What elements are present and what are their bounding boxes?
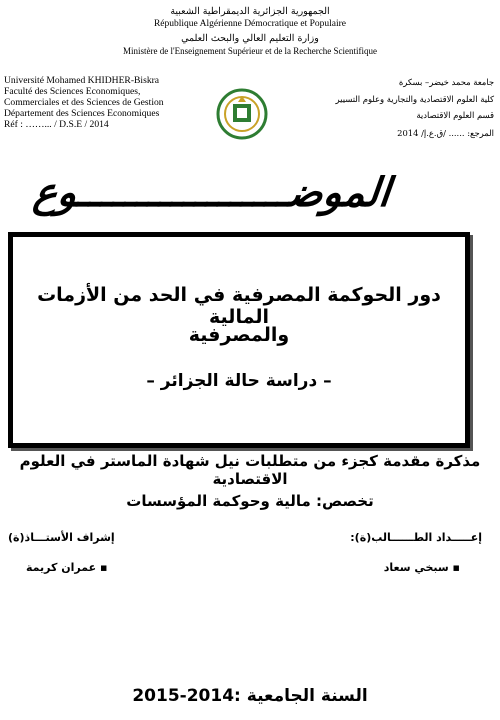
title-line-1: دور الحوكمة المصرفية في الحد من الأزمات المالية (37, 284, 441, 328)
title-line-2: والمصرفية (188, 324, 290, 346)
department-name-ar: قسم العلوم الاقتصادية (416, 110, 494, 120)
university-logo-icon (213, 88, 271, 140)
title-box (8, 232, 470, 448)
subject-heading: الموضــــــــــــــــــوع (31, 170, 393, 216)
university-block-ar (294, 77, 494, 145)
supervisor-label: إشراف الأستـــاذ(ة) (8, 531, 115, 544)
student-name: ▪ سبخي سعاد (383, 561, 460, 574)
header-line-4: Ministère de l'Enseignement Supérieur et de la Recherche Scientifique (122, 46, 378, 56)
reference-ar: المرجع: ...... /ق.ع.إ/ 2014 (397, 128, 494, 138)
university-name-ar: جامعة محمد خيضر– بسكرة (398, 77, 494, 87)
memo-description: مذكرة مقدمة كجزء من متطلبات نيل شهادة الماستر في العلوم الاقتصادية (19, 452, 481, 488)
university-name-fr: Université Mohamed KHIDHER-Biskra (4, 75, 160, 86)
reference-fr: Réf : ……... / D.S.E / 2014 (4, 119, 109, 130)
faculty-name-fr: Faculté des Sciences Economiques, (4, 86, 141, 97)
prepared-by-label: إعـــــداد الطــــــالب(ة): (350, 531, 482, 544)
supervisor-name: ▪ عمران كريمة (26, 561, 108, 574)
department-name-fr: Département des Sciences Economiques (4, 108, 160, 119)
academic-year: السنة الجامعية :2014-2015 (132, 686, 368, 706)
header-line-2: République Algérienne Démocratique et Populaire (153, 19, 347, 29)
specialty: تخصص: مالية وحوكمة المؤسسات (126, 492, 374, 510)
university-block-fr (4, 75, 244, 130)
title-line-3: – دراسة حالة الجزائر – (146, 371, 332, 391)
header-line-1: الجمهورية الجزائرية الديمقراطية الشعبية (170, 6, 330, 17)
faculty-name-ar: كلية العلوم الاقتصادية والتجارية وعلوم التسيير (335, 94, 494, 104)
faculty-name-fr-cont: Commerciales et des Sciences de Gestion (4, 97, 164, 108)
header-line-3: وزارة التعليم العالي والبحث العلمي (181, 33, 319, 44)
